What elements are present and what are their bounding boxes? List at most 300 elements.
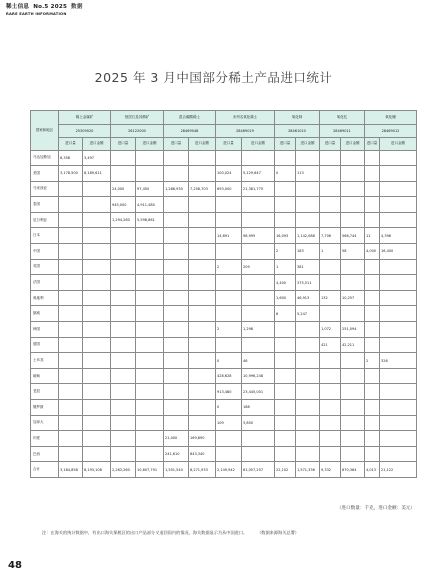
amount-header: 进口金额	[83, 138, 111, 151]
amount-cell: 5,247	[296, 306, 320, 322]
table-row	[31, 197, 417, 213]
amount-cell: 3,497	[83, 150, 111, 166]
amount-cell	[136, 322, 164, 338]
amount-header: 进口金额	[242, 138, 275, 151]
amount-cell	[136, 259, 164, 275]
amount-cell	[380, 368, 417, 384]
amount-cell	[136, 384, 164, 400]
amount-cell	[83, 337, 111, 353]
qty-header: 进口量	[365, 138, 380, 151]
qty-cell	[164, 212, 189, 228]
qty-cell: 0	[216, 353, 242, 369]
amount-cell	[341, 212, 365, 228]
country-cell: 韩国	[31, 322, 59, 338]
country-cell: 俄罗斯	[31, 400, 59, 416]
amount-cell	[83, 306, 111, 322]
amount-header: 进口金额	[296, 138, 320, 151]
qty-cell: 945,000	[111, 197, 136, 213]
amount-cell: 98,995	[242, 228, 275, 244]
amount-cell	[189, 368, 216, 384]
amount-cell	[380, 306, 417, 322]
qty-cell	[111, 431, 136, 447]
amount-cell: 16,400	[380, 244, 417, 260]
qty-header: 进口量	[216, 138, 242, 151]
amount-cell	[136, 415, 164, 431]
qty-cell	[111, 353, 136, 369]
amount-cell	[189, 166, 216, 182]
amount-cell: 113	[296, 166, 320, 182]
amount-cell	[380, 290, 417, 306]
qty-cell	[59, 275, 83, 291]
amount-cell	[380, 259, 417, 275]
amount-cell	[83, 259, 111, 275]
qty-cell	[111, 415, 136, 431]
amount-cell	[189, 150, 216, 166]
qty-cell	[365, 446, 380, 462]
amount-cell	[380, 337, 417, 353]
product-name-header: 氧化镧	[365, 111, 417, 125]
amount-cell	[296, 446, 320, 462]
brand-name: 稀土信息	[6, 4, 30, 10]
qty-cell: 16,093	[275, 228, 296, 244]
qty-cell	[320, 306, 341, 322]
amount-cell	[189, 384, 216, 400]
qty-cell	[111, 306, 136, 322]
product-name-header: 氧化铈	[275, 111, 320, 125]
hs-code-header: 28469012	[365, 125, 417, 138]
qty-cell	[111, 446, 136, 462]
qty-cell	[216, 275, 242, 291]
amount-cell	[341, 446, 365, 462]
qty-cell	[320, 212, 341, 228]
amount-cell	[189, 197, 216, 213]
hs-code-header: 25309020	[59, 125, 111, 138]
qty-cell: 6	[275, 306, 296, 322]
qty-header: 进口量	[59, 138, 83, 151]
amount-cell	[380, 166, 417, 182]
qty-cell: 241,610	[164, 446, 189, 462]
country-cell: 印度	[31, 431, 59, 447]
amount-cell: 97,450	[136, 181, 164, 197]
amount-cell	[83, 368, 111, 384]
amount-cell	[380, 400, 417, 416]
amount-cell	[296, 368, 320, 384]
qty-cell	[275, 181, 296, 197]
qty-cell	[365, 384, 380, 400]
country-cell: 老挝	[31, 384, 59, 400]
qty-cell: 3,184,858	[59, 462, 83, 478]
amount-cell: 4,396	[380, 228, 417, 244]
amount-cell	[296, 384, 320, 400]
amount-cell: 58	[341, 244, 365, 260]
qty-cell	[111, 244, 136, 260]
amount-cell	[136, 368, 164, 384]
amount-cell	[341, 306, 365, 322]
qty-cell	[164, 368, 189, 384]
qty-cell	[164, 415, 189, 431]
table-row	[31, 322, 417, 338]
amount-cell	[189, 337, 216, 353]
amount-cell: 870,364	[341, 462, 365, 478]
qty-cell	[59, 228, 83, 244]
qty-cell	[320, 431, 341, 447]
qty-cell: 24,000	[111, 181, 136, 197]
amount-cell	[83, 384, 111, 400]
country-cell: 泰国	[31, 197, 59, 213]
amount-cell	[189, 275, 216, 291]
qty-cell	[216, 306, 242, 322]
qty-cell	[216, 337, 242, 353]
amount-cell	[83, 431, 111, 447]
amount-cell: 381	[296, 259, 320, 275]
qty-cell	[59, 337, 83, 353]
qty-cell	[111, 384, 136, 400]
amount-cell	[242, 306, 275, 322]
country-cell: 奥地利	[31, 290, 59, 306]
qty-cell	[320, 384, 341, 400]
qty-cell	[164, 244, 189, 260]
qty-cell	[275, 197, 296, 213]
amount-cell	[189, 244, 216, 260]
issue-number: No.5 2025	[33, 4, 68, 10]
amount-cell	[341, 181, 365, 197]
amount-cell	[189, 228, 216, 244]
amount-cell: 1,142,088	[296, 228, 320, 244]
qty-cell	[275, 150, 296, 166]
amount-cell: 169,890	[189, 431, 216, 447]
amount-cell: 843,340	[189, 446, 216, 462]
qty-cell	[275, 400, 296, 416]
page-number: 48	[8, 560, 22, 571]
amount-cell	[136, 337, 164, 353]
amount-cell: 8,189,611	[83, 166, 111, 182]
amount-cell: 8,193,108	[83, 462, 111, 478]
qty-cell	[164, 259, 189, 275]
qty-cell	[365, 181, 380, 197]
qty-header: 进口量	[111, 138, 136, 151]
amount-cell	[83, 244, 111, 260]
amount-cell	[83, 212, 111, 228]
qty-cell	[216, 150, 242, 166]
amount-cell	[341, 431, 365, 447]
amount-cell	[136, 306, 164, 322]
qty-cell	[164, 337, 189, 353]
qty-cell	[320, 415, 341, 431]
table-row	[31, 290, 417, 306]
amount-header: 进口金额	[189, 138, 216, 151]
hs-code-header: 28469048	[164, 125, 216, 138]
amount-cell	[136, 166, 164, 182]
qty-cell	[365, 275, 380, 291]
amount-cell: 4,911,480	[136, 197, 164, 213]
qty-cell	[59, 446, 83, 462]
table-row	[31, 150, 417, 166]
qty-cell	[275, 384, 296, 400]
qty-cell	[59, 290, 83, 306]
amount-cell	[296, 181, 320, 197]
qty-cell: 4,000	[365, 244, 380, 260]
qty-cell	[59, 431, 83, 447]
qty-cell	[59, 353, 83, 369]
qty-cell: 0	[216, 400, 242, 416]
hs-code-header: 28469011	[320, 125, 365, 138]
amount-cell	[296, 415, 320, 431]
qty-cell	[59, 415, 83, 431]
hs-code-header: 28461010	[275, 125, 320, 138]
qty-cell: 2	[275, 244, 296, 260]
country-cell: 法国	[31, 275, 59, 291]
amount-header: 进口金额	[136, 138, 164, 151]
table-row	[31, 431, 417, 447]
amount-cell: 46,913	[296, 290, 320, 306]
hs-code-header: 28469019	[216, 125, 275, 138]
amount-cell	[189, 212, 216, 228]
amount-cell	[380, 197, 417, 213]
amount-cell	[341, 275, 365, 291]
amount-cell	[296, 353, 320, 369]
qty-cell: 2,149,942	[216, 462, 242, 478]
qty-cell: 693,000	[216, 181, 242, 197]
amount-cell: 8,271,933	[189, 462, 216, 478]
amount-cell	[136, 431, 164, 447]
table-row	[31, 275, 417, 291]
amount-cell: 7,258,703	[189, 181, 216, 197]
amount-cell	[242, 337, 275, 353]
qty-cell: 100,024	[216, 166, 242, 182]
qty-cell: 2	[365, 353, 380, 369]
column-name: 数据	[71, 4, 83, 10]
qty-cell	[216, 446, 242, 462]
amount-cell: 1,298	[242, 322, 275, 338]
qty-cell	[164, 384, 189, 400]
amount-cell	[296, 337, 320, 353]
amount-cell: 183	[296, 244, 320, 260]
country-cell: 德国	[31, 337, 59, 353]
qty-cell: 1,600	[275, 290, 296, 306]
amount-cell	[242, 431, 275, 447]
amount-cell	[242, 275, 275, 291]
qty-cell	[365, 306, 380, 322]
qty-cell: 2	[216, 322, 242, 338]
amount-cell: 46	[242, 353, 275, 369]
qty-cell	[59, 244, 83, 260]
country-cell: 合计	[31, 462, 59, 478]
amount-header: 进口金额	[341, 138, 365, 151]
qty-cell: 22,102	[275, 462, 296, 478]
table-row	[31, 415, 417, 431]
qty-cell	[111, 275, 136, 291]
table-row	[31, 400, 417, 416]
amount-cell: 10,257	[341, 290, 365, 306]
amount-cell	[380, 275, 417, 291]
table-row	[31, 306, 417, 322]
qty-cell	[320, 275, 341, 291]
amount-cell	[83, 181, 111, 197]
amount-cell	[296, 322, 320, 338]
amount-header: 进口金额	[380, 138, 417, 151]
qty-cell	[365, 400, 380, 416]
qty-cell: 1	[320, 244, 341, 260]
qty-cell	[59, 306, 83, 322]
hs-code-header: 26122000	[111, 125, 164, 138]
product-name-header: 稀土金属矿	[59, 111, 111, 125]
amount-cell	[341, 197, 365, 213]
qty-cell	[164, 306, 189, 322]
qty-cell	[59, 197, 83, 213]
qty-cell: 2,263,260	[111, 462, 136, 478]
amount-cell	[189, 259, 216, 275]
qty-cell: 2	[216, 259, 242, 275]
amount-cell	[83, 275, 111, 291]
amount-cell	[380, 322, 417, 338]
qty-cell	[365, 197, 380, 213]
table-row	[31, 166, 417, 182]
qty-cell	[275, 337, 296, 353]
amount-cell	[296, 197, 320, 213]
footnote	[42, 530, 299, 536]
qty-header: 进口量	[275, 138, 296, 151]
amount-cell	[136, 150, 164, 166]
amount-cell	[189, 322, 216, 338]
amount-cell: 21,122	[380, 462, 417, 478]
amount-cell: 5,598,861	[136, 212, 164, 228]
country-cell: 挪威	[31, 306, 59, 322]
page-title: 2025 年 3 月中国部分稀土产品进口统计	[94, 70, 333, 85]
qty-cell: 0	[275, 166, 296, 182]
amount-cell	[136, 400, 164, 416]
qty-cell	[111, 400, 136, 416]
amount-cell	[83, 322, 111, 338]
qty-cell	[59, 181, 83, 197]
masthead	[6, 5, 83, 16]
amount-cell	[341, 353, 365, 369]
amount-cell: 3,850	[242, 415, 275, 431]
amount-cell	[380, 150, 417, 166]
amount-cell: 326	[380, 353, 417, 369]
amount-cell	[242, 197, 275, 213]
country-cell: 马达加斯加	[31, 150, 59, 166]
qty-cell: 132	[320, 290, 341, 306]
qty-cell	[320, 368, 341, 384]
qty-cell	[164, 322, 189, 338]
qty-cell	[111, 228, 136, 244]
amount-cell: 23,445,001	[242, 384, 275, 400]
amount-cell	[242, 244, 275, 260]
amount-cell: 61,057,257	[242, 462, 275, 478]
country-cell: 美国	[31, 166, 59, 182]
corner-header: 国家和地区	[31, 111, 59, 151]
amount-cell: 21,381,775	[242, 181, 275, 197]
qty-cell: 1,551,540	[164, 462, 189, 478]
amount-cell	[136, 275, 164, 291]
amount-cell	[341, 384, 365, 400]
country-cell: 土耳其	[31, 353, 59, 369]
qty-cell: 1,072	[320, 322, 341, 338]
amount-cell	[341, 368, 365, 384]
amount-cell	[242, 290, 275, 306]
qty-cell	[365, 322, 380, 338]
amount-cell	[296, 431, 320, 447]
qty-cell	[216, 431, 242, 447]
qty-cell	[275, 212, 296, 228]
country-cell: 缅甸	[31, 368, 59, 384]
qty-cell: 1	[275, 259, 296, 275]
table-row	[31, 446, 417, 462]
qty-cell	[59, 212, 83, 228]
qty-cell	[275, 446, 296, 462]
amount-cell: 566,744	[341, 228, 365, 244]
amount-cell: 42,211	[341, 337, 365, 353]
qty-cell	[320, 150, 341, 166]
qty-cell	[59, 400, 83, 416]
qty-cell	[164, 290, 189, 306]
qty-cell	[164, 275, 189, 291]
table-row	[31, 353, 417, 369]
qty-cell	[320, 166, 341, 182]
amount-cell	[189, 290, 216, 306]
qty-cell: 428,628	[216, 368, 242, 384]
qty-cell	[164, 197, 189, 213]
amount-cell	[242, 446, 275, 462]
amount-cell	[189, 415, 216, 431]
country-cell: 巴西	[31, 446, 59, 462]
qty-cell: 9,332	[320, 462, 341, 478]
data-source: （数据来源海关总署）	[259, 530, 299, 535]
qty-cell	[320, 353, 341, 369]
qty-cell	[275, 368, 296, 384]
qty-header: 进口量	[164, 138, 189, 151]
qty-cell	[320, 259, 341, 275]
amount-cell	[341, 400, 365, 416]
table-row	[31, 337, 417, 353]
country-cell: 马来西亚	[31, 181, 59, 197]
amount-cell	[380, 384, 417, 400]
amount-cell	[136, 290, 164, 306]
qty-cell	[164, 353, 189, 369]
country-cell: 日本	[31, 228, 59, 244]
qty-cell: 421	[320, 337, 341, 353]
amount-cell	[380, 212, 417, 228]
amount-cell: 188	[242, 400, 275, 416]
qty-cell: 6,358	[59, 150, 83, 166]
amount-cell	[136, 244, 164, 260]
brand-english: RARE EARTH INFORMATION	[6, 11, 67, 16]
qty-cell: 1,288,930	[164, 181, 189, 197]
amount-cell	[83, 197, 111, 213]
amount-cell: 209	[242, 259, 275, 275]
table-row	[31, 228, 417, 244]
country-cell: 英国	[31, 259, 59, 275]
amount-cell	[189, 353, 216, 369]
qty-cell	[164, 150, 189, 166]
amount-cell	[83, 228, 111, 244]
qty-cell	[275, 322, 296, 338]
amount-cell	[83, 353, 111, 369]
amount-cell	[83, 446, 111, 462]
qty-cell	[365, 150, 380, 166]
qty-cell	[216, 212, 242, 228]
qty-cell: 4,400	[275, 275, 296, 291]
amount-cell	[83, 290, 111, 306]
qty-cell	[164, 166, 189, 182]
qty-cell	[111, 337, 136, 353]
qty-cell	[320, 446, 341, 462]
qty-cell	[164, 400, 189, 416]
amount-cell	[341, 259, 365, 275]
amount-cell	[296, 212, 320, 228]
qty-cell	[59, 384, 83, 400]
amount-cell	[296, 150, 320, 166]
